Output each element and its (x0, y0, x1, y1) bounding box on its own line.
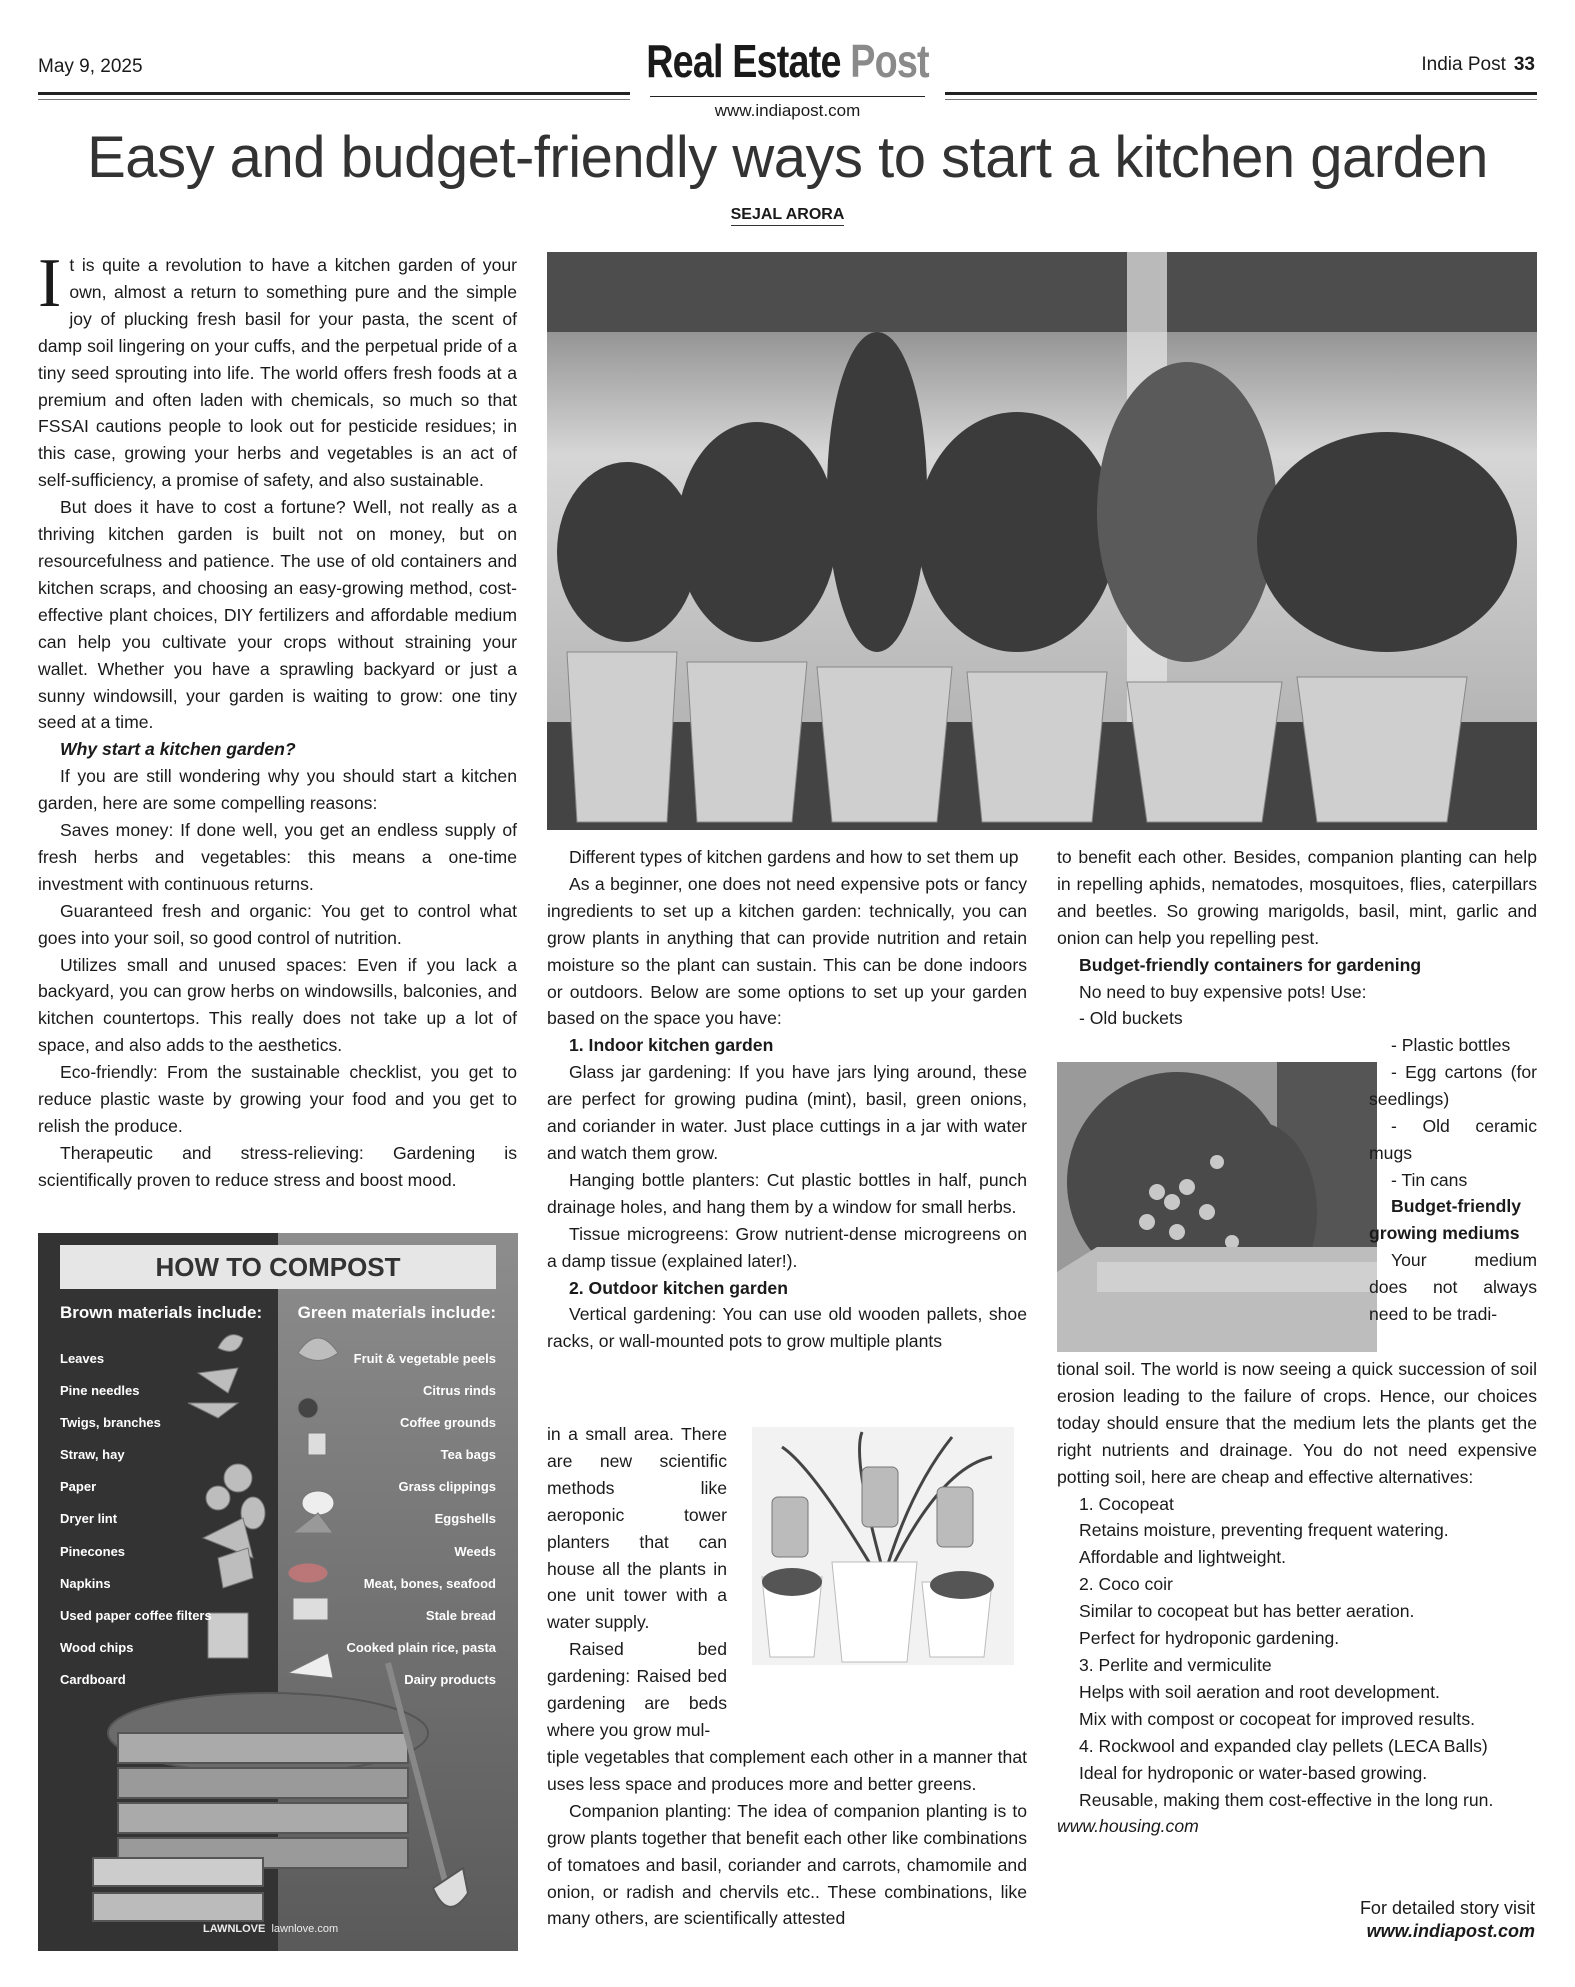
green-item: Cooked plain rice, pasta (346, 1639, 496, 1655)
paragraph: But does it have to cost a fortune? Well, not really as a thriving kitchen garden is built not on money, but on resourcefulness and patience. The use of old containers and kitchen scraps, and choosing an easy-growing method, cost-effective plant choices, DIY fertilizers and affordable medium can help you cultivate your crops without straining your wallet. Whether you have a sprawling backyard or just a sunny windowsill, your garden is waiting to grow: one tiny seed at a time. (38, 497, 517, 733)
brown-list (60, 1343, 212, 1696)
paragraph: Saves money: If done well, you get an endless supply of fresh herbs and vegetables: this means a one-time investment with continuous returns. (38, 820, 517, 894)
list-item: Perfect for hydroponic gardening. (1079, 1628, 1340, 1649)
green-list (346, 1343, 496, 1696)
header-rule-right (945, 92, 1537, 95)
brown-item: Used paper coffee filters (60, 1607, 212, 1623)
paragraph: Vertical gardening: You can use old wooden pallets, shoe racks, or wall-mounted pots to grow multiple plants (547, 1304, 1027, 1352)
list-item: Affordable and lightweight. (1079, 1547, 1287, 1568)
list-item: Similar to cocopeat but has better aeration. (1079, 1601, 1415, 1622)
subheading-outdoor: 2. Outdoor kitchen garden (569, 1277, 788, 1298)
paper-icon (224, 1464, 252, 1492)
paragraph: As a beginner, one does not need expensive pots or fancy ingredients to set up a kitchen garden: technically, you can grow plants in anything that can provide nutrition and retain moisture so the plant can sustain. This can be done indoors or outdoors. Below are some options to set up your garden based on the space you have: (547, 873, 1027, 1029)
brown-item: Napkins (60, 1575, 111, 1591)
subheading-containers: Budget-friendly containers for gardening (1079, 954, 1422, 975)
paragraph: Tissue microgreens: Grow nutrient-dense microgreens on a damp tissue (explained later!). (547, 1223, 1027, 1271)
brown-item: Straw, hay (60, 1447, 125, 1463)
subheading-indoor: 1. Indoor kitchen garden (569, 1035, 774, 1056)
drop-cap: I (38, 245, 62, 322)
header-rule-right-thin (945, 99, 1537, 100)
brown-item: Pine needles (60, 1383, 140, 1399)
column-3-narrow (1369, 1032, 1537, 1328)
planters-photo (752, 1427, 1014, 1665)
green-heading: Green materials include: (297, 1303, 496, 1322)
list-item: Retains moisture, preventing frequent watering. (1079, 1520, 1449, 1541)
green-item: Tea bags (440, 1447, 496, 1463)
paragraph: If you are still wondering why you should start a kitchen garden, here are some compelling reasons: (38, 766, 517, 814)
intro-paragraph: It is quite a revolution to have a kitchen garden of your own, almost a return to something pure and the simple joy of plucking fresh basil for your pasta, the scent of damp soil lingering on your cuffs, and the perpetual pride of a tiny seed sprouting into life. The world offers fresh foods at a premium and often laden with chemicals, so much so that FSSAI cautions people to look out for pesticide residues; in this case, growing your herbs and vegetables is an act of self-sufficiency, a promise of safety, and also sustainable. (38, 245, 517, 491)
column-2-bottom (547, 1744, 1027, 1932)
green-item: Stale bread (425, 1607, 496, 1623)
site-url[interactable]: www.indiapost.com (714, 101, 861, 120)
list-item: 4. Rockwool and expanded clay pellets (LECA Balls) (1079, 1735, 1488, 1756)
planters-photo-art (752, 1427, 1014, 1665)
list-item: - Old buckets (1079, 1008, 1183, 1029)
paragraph: in a small area. There are new scientific methods like aeroponic tower planters that can house all the plants in one unit tower with a water supply. (547, 1424, 727, 1633)
masthead-underline (650, 96, 925, 97)
brown-item: Leaves (60, 1351, 105, 1366)
brown-heading: Brown materials include: (60, 1303, 263, 1322)
list-item: 2. Coco coir (1079, 1574, 1173, 1595)
herbs-photo (547, 252, 1537, 830)
compost-credit: LAWNLOVE lawnlove.com (203, 1923, 339, 1935)
masthead-main: Real Estate (646, 35, 841, 87)
list-item: - Egg cartons (for seedlings) (1369, 1061, 1537, 1109)
list-item: - Old ceramic mugs (1369, 1115, 1537, 1163)
compost-title: HOW TO COMPOST (60, 1245, 496, 1289)
list-item: 1. Cocopeat (1079, 1493, 1174, 1514)
raised-bed-photo-art (1057, 1062, 1377, 1352)
paragraph: No need to buy expensive pots! Use: (1079, 981, 1367, 1002)
herbs-photo-art (547, 252, 1537, 830)
bread-icon (293, 1598, 328, 1620)
list-item: 3. Perlite and vermiculite (1079, 1654, 1272, 1675)
green-item: Fruit & vegetable peels (353, 1351, 496, 1366)
column-1 (38, 245, 517, 1194)
paragraph: Hanging bottle planters: Cut plastic bottles in half, punch drainage holes, and hang them by a window for small herbs. (547, 1169, 1027, 1217)
green-item: Eggshells (434, 1511, 496, 1527)
headline: Easy and budget-friendly ways to start a kitchen garden (87, 125, 1488, 190)
list-item: Reusable, making them cost-effective in the long run. (1079, 1789, 1494, 1810)
subheading-mediums: Budget-friendly growing mediums (1369, 1196, 1521, 1244)
list-item: - Tin cans (1391, 1169, 1468, 1190)
header-rule-left-thin (38, 99, 630, 100)
brown-item: Dryer lint (60, 1511, 118, 1527)
paragraph: Guaranteed fresh and organic: You get to control what goes into your soil, so good control of nutrition. (38, 900, 517, 948)
coffee-grounds-icon (298, 1398, 318, 1418)
green-item: Citrus rinds (423, 1383, 496, 1399)
list-item: Mix with compost or cocopeat for improved results. (1079, 1708, 1476, 1729)
list-item: - Plastic bottles (1391, 1035, 1511, 1055)
cardboard-icon (208, 1613, 248, 1658)
paragraph: tiple vegetables that complement each other in a manner that uses less space and produces more and better greens. (547, 1747, 1027, 1794)
brown-item: Pinecones (60, 1543, 126, 1559)
green-item: Meat, bones, seafood (363, 1575, 496, 1591)
eggshell-icon (302, 1491, 334, 1515)
column-2-top (547, 844, 1027, 1355)
paragraph: to benefit each other. Besides, companion planting can help in repelling aphids, nematodes, mosquitoes, flies, caterpillars and beetles. So growing marigolds, basil, mint, garlic and onion can help you repelling pest. (1057, 847, 1537, 948)
green-item: Grass clippings (398, 1479, 496, 1495)
masthead-accent: Post (850, 35, 929, 87)
paragraph: Eco-friendly: From the sustainable checklist, you get to reduce plastic waste by growing your food and you get to relish the produce. (38, 1062, 517, 1136)
compost-infographic (38, 1233, 518, 1951)
footer-note (1360, 1897, 1535, 1943)
paragraph: Your medium does not always need to be tradi- (1369, 1250, 1537, 1325)
paragraph: Companion planting: The idea of companion planting is to grow plants together that benefit each other like combinations of tomatoes and basil, coriander and carrots, chamomile and onion, or radish and chervils etc.. These combinations, like many others, are scientifically attested (547, 1800, 1027, 1929)
column-3-bottom (1057, 1356, 1537, 1840)
column-3-top (1057, 844, 1537, 1032)
byline: SEJAL ARORA (0, 206, 1575, 224)
source-credit[interactable]: www.housing.com (1057, 1816, 1199, 1837)
subheading-why: Why start a kitchen garden? (60, 739, 296, 760)
list-item: Ideal for hydroponic or water-based growing. (1079, 1762, 1428, 1783)
meat-icon (288, 1563, 328, 1583)
paragraph: Different types of kitchen gardens and how to set them up (569, 847, 1019, 867)
paragraph: Therapeutic and stress-relieving: Gardening is scientifically proven to reduce stress and boost mood. (38, 1142, 517, 1190)
paragraph: Raised bed gardening: Raised bed gardening are beds where you grow mul- (547, 1639, 727, 1740)
masthead (142, 34, 1434, 88)
paragraph: Glass jar gardening: If you have jars lying around, these are perfect for growing pudina (mint), basil, green onions, and coriander in water. Just place cuttings in a jar with water and watch them grow. (547, 1062, 1027, 1163)
issue-date: May 9, 2025 (38, 56, 143, 77)
raised-bed-photo (1057, 1062, 1377, 1352)
header-rule-left (38, 92, 630, 95)
green-item: Coffee grounds (399, 1415, 496, 1431)
list-item: Helps with soil aeration and root development. (1079, 1681, 1440, 1702)
green-item: Weeds (454, 1543, 496, 1559)
footer-link[interactable]: www.indiapost.com (1366, 1921, 1535, 1941)
tea-bag-icon (308, 1433, 326, 1455)
paragraph: tional soil. The world is now seeing a quick succession of soil erosion leading to the failure of crops. Hence, our choices today should ensure that the medium lets the plants get the right nutrients and drainage. You do not need expensive potting soil, here are cheap and effective alternatives: (1057, 1359, 1537, 1487)
paragraph: Utilizes small and unused spaces: Even if you lack a backyard, you can grow herbs on windowsills, balconies, and kitchen countertops. This really does not take up a lot of space, and also adds to the aesthetics. (38, 954, 517, 1056)
paper-name: India Post (1421, 54, 1506, 75)
brown-item: Wood chips (60, 1639, 134, 1655)
brown-item: Cardboard (60, 1671, 126, 1687)
footer-line: For detailed story visit (1359, 1898, 1535, 1918)
brown-item: Paper (60, 1479, 97, 1495)
page-number: 33 (1513, 54, 1535, 75)
green-item: Dairy products (404, 1671, 496, 1687)
brown-item: Twigs, branches (60, 1415, 161, 1431)
column-2-narrow (547, 1421, 727, 1744)
page-info (1421, 54, 1535, 76)
